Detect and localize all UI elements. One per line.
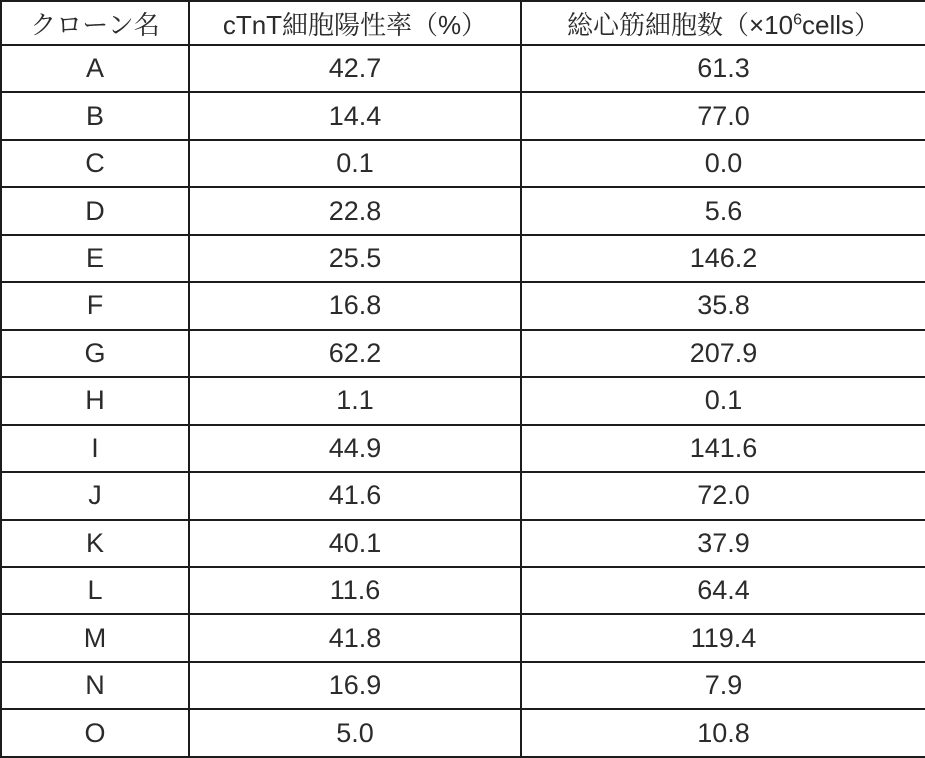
cell-ctnt-positive-rate: 40.1 — [189, 520, 521, 567]
table-row — [1, 282, 925, 329]
table-row — [1, 425, 925, 472]
cell-clone-name: H — [1, 377, 189, 424]
cell-clone-name: K — [1, 520, 189, 567]
cell-clone-name: M — [1, 614, 189, 661]
table-row — [1, 187, 925, 234]
cell-clone-name: B — [1, 92, 189, 139]
cell-ctnt-positive-rate: 41.6 — [189, 472, 521, 519]
table-row — [1, 472, 925, 519]
header-ctnt-positive-rate: cTnT細胞陽性率（%） — [189, 1, 521, 45]
table-header — [1, 1, 925, 45]
cell-total-cardiomyocyte-count: 119.4 — [521, 614, 925, 661]
cell-ctnt-positive-rate: 5.0 — [189, 709, 521, 757]
cell-clone-name: I — [1, 425, 189, 472]
cell-ctnt-positive-rate: 42.7 — [189, 45, 521, 92]
table-row — [1, 662, 925, 709]
cell-total-cardiomyocyte-count: 0.0 — [521, 140, 925, 187]
cell-clone-name: A — [1, 45, 189, 92]
header-total-cardiomyocyte-count — [521, 1, 925, 45]
cell-total-cardiomyocyte-count: 35.8 — [521, 282, 925, 329]
table-row — [1, 330, 925, 377]
cell-clone-name: F — [1, 282, 189, 329]
cell-clone-name: L — [1, 567, 189, 614]
cell-clone-name: C — [1, 140, 189, 187]
cell-total-cardiomyocyte-count: 146.2 — [521, 235, 925, 282]
cell-total-cardiomyocyte-count: 7.9 — [521, 662, 925, 709]
cell-ctnt-positive-rate: 0.1 — [189, 140, 521, 187]
table-row — [1, 377, 925, 424]
cell-ctnt-positive-rate: 14.4 — [189, 92, 521, 139]
cell-total-cardiomyocyte-count: 10.8 — [521, 709, 925, 757]
table-row — [1, 92, 925, 139]
header-total-exponent: 6 — [793, 9, 803, 28]
table-row — [1, 614, 925, 661]
table-row — [1, 140, 925, 187]
cell-clone-name: E — [1, 235, 189, 282]
table-row — [1, 235, 925, 282]
cell-total-cardiomyocyte-count: 141.6 — [521, 425, 925, 472]
cell-ctnt-positive-rate: 16.9 — [189, 662, 521, 709]
header-clone-name: クローン名 — [1, 1, 189, 45]
table-body — [1, 45, 925, 757]
cell-total-cardiomyocyte-count: 5.6 — [521, 187, 925, 234]
cell-total-cardiomyocyte-count: 72.0 — [521, 472, 925, 519]
cell-total-cardiomyocyte-count: 77.0 — [521, 92, 925, 139]
cell-ctnt-positive-rate: 44.9 — [189, 425, 521, 472]
cell-ctnt-positive-rate: 1.1 — [189, 377, 521, 424]
table-row — [1, 520, 925, 567]
table-row — [1, 709, 925, 757]
cell-clone-name: J — [1, 472, 189, 519]
cell-total-cardiomyocyte-count: 207.9 — [521, 330, 925, 377]
cell-clone-name: D — [1, 187, 189, 234]
cell-ctnt-positive-rate: 25.5 — [189, 235, 521, 282]
cell-ctnt-positive-rate: 11.6 — [189, 567, 521, 614]
table-row — [1, 45, 925, 92]
cell-ctnt-positive-rate: 41.8 — [189, 614, 521, 661]
cell-ctnt-positive-rate: 22.8 — [189, 187, 521, 234]
header-row — [1, 1, 925, 45]
cell-ctnt-positive-rate: 62.2 — [189, 330, 521, 377]
table-row — [1, 567, 925, 614]
cell-total-cardiomyocyte-count: 0.1 — [521, 377, 925, 424]
cell-total-cardiomyocyte-count: 64.4 — [521, 567, 925, 614]
cell-clone-name: N — [1, 662, 189, 709]
cell-total-cardiomyocyte-count: 37.9 — [521, 520, 925, 567]
cell-ctnt-positive-rate: 16.8 — [189, 282, 521, 329]
header-total-suffix: cells） — [802, 9, 881, 40]
cell-clone-name: G — [1, 330, 189, 377]
cell-total-cardiomyocyte-count: 61.3 — [521, 45, 925, 92]
header-total-prefix: 総心筋細胞数（×10 — [566, 9, 794, 40]
cell-clone-name: O — [1, 709, 189, 757]
